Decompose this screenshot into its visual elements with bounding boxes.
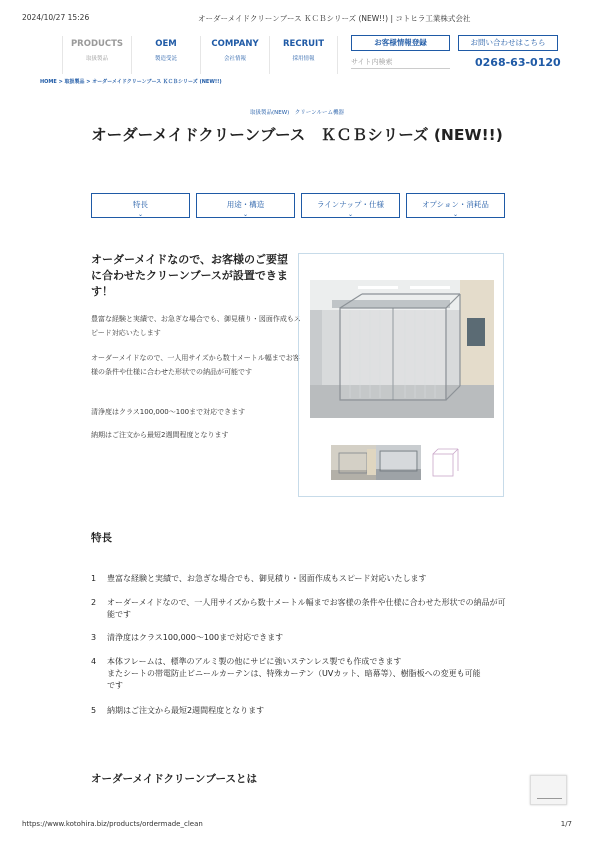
- print-page-number: 1/7: [560, 820, 572, 828]
- feature-number: 2: [91, 598, 97, 607]
- feature-number: 1: [91, 574, 97, 583]
- nav-item-recruit[interactable]: [269, 36, 338, 74]
- nav-item-products[interactable]: [62, 36, 131, 74]
- about-heading: オーダーメイドクリーンブースとは: [91, 773, 258, 785]
- feature-text: 納期はご注文から最短2週間程度となります: [107, 706, 265, 715]
- nav-item-label: COMPANY: [211, 39, 259, 49]
- print-page-title: オーダーメイドクリーンブース ＫＣＢシリーズ (NEW!!) | コトヒラ工業株式会社: [198, 14, 471, 23]
- chevron-down-icon: ⌄: [137, 211, 144, 218]
- recaptcha-badge[interactable]: [530, 775, 567, 805]
- nav-item-sublabel: 取扱製品: [85, 56, 108, 62]
- customer-register-button[interactable]: お客様情報登録: [351, 35, 450, 51]
- chevron-down-icon: ⌄: [452, 211, 459, 218]
- intro-heading: オーダーメイドなので、お客様のご要望に合わせたクリーンブースが設置できます！: [91, 253, 289, 298]
- contact-button[interactable]: お問い合わせはこちら: [458, 35, 558, 51]
- feature-number: 4: [91, 657, 97, 666]
- clean-booth-photo: [310, 280, 494, 418]
- product-main-photo[interactable]: [310, 280, 494, 418]
- nav-item-label: OEM: [155, 39, 177, 49]
- feature-item: [91, 597, 511, 621]
- phone-number[interactable]: 0268-63-0120: [475, 56, 561, 69]
- thumbnail-image: [421, 445, 466, 480]
- tab-lineup-spec[interactable]: [301, 193, 400, 218]
- nav-item-sublabel: 製造受託: [154, 56, 177, 62]
- feature-item: [91, 656, 511, 692]
- feature-item: [91, 705, 511, 717]
- chevron-down-icon: ⌄: [242, 211, 249, 218]
- feature-item: [91, 573, 511, 585]
- global-nav: [62, 36, 338, 74]
- tab-label: ラインナップ・仕様: [316, 200, 385, 209]
- thumbnail-2[interactable]: [376, 445, 421, 480]
- nav-item-sublabel: 会社情報: [223, 56, 246, 62]
- tab-features[interactable]: [91, 193, 190, 218]
- product-category[interactable]: 取扱製品(NEW) クリーンルーム機器: [249, 110, 345, 116]
- print-footer: [22, 820, 572, 832]
- section-tabs: [91, 193, 505, 218]
- print-url: https://www.kotohira.biz/products/ordermade_clean: [22, 820, 203, 828]
- thumbnail-1[interactable]: [331, 445, 376, 480]
- chevron-down-icon: ⌄: [347, 211, 354, 218]
- product-gallery: [298, 253, 504, 497]
- print-datetime: 2024/10/27 15:26: [22, 13, 90, 22]
- product-thumbnails: [331, 445, 466, 480]
- intro-paragraph: オーダーメイドなので、一人用サイズから数十メートル幅までお客様の条件や仕様に合わせた形状での納品が可能です: [91, 354, 300, 376]
- feature-text: 豊富な経験と実績で、お急ぎな場合でも、御見積り・図面作成もスピード対応いたします: [107, 574, 427, 583]
- tab-usage-structure[interactable]: [196, 193, 295, 218]
- tab-label: オプション・消耗品: [422, 200, 489, 209]
- feature-item: [91, 632, 511, 644]
- breadcrumb[interactable]: HOME > 取扱製品 > オーダーメイドクリーンブース ＫＣＢシリーズ (NEW!!): [40, 79, 222, 85]
- feature-text: オーダーメイドなので、一人用サイズから数十メートル幅までお客様の条件や仕様に合わせた形状での納品が可能です: [107, 598, 506, 619]
- thumbnail-image: [331, 445, 376, 480]
- intro-paragraph: 清浄度はクラス100,000～100まで対応できます: [91, 408, 246, 416]
- feature-number: 3: [91, 633, 97, 642]
- nav-item-sublabel: 採用情報: [292, 56, 315, 62]
- recaptcha-line: [537, 798, 562, 799]
- tab-label: 特長: [133, 200, 148, 209]
- thumbnail-image: [376, 445, 421, 480]
- feature-text: 清浄度はクラス100,000～100まで対応できます: [107, 633, 284, 642]
- tab-options-consumables[interactable]: [406, 193, 505, 218]
- nav-item-company[interactable]: [200, 36, 269, 74]
- tab-label: 用途・構造: [226, 200, 265, 209]
- nav-item-label: PRODUCTS: [70, 39, 124, 49]
- intro-paragraph: 豊富な経験と実績で、お急ぎな場合でも、御見積り・図面作成もスピード対応いたします: [91, 315, 301, 337]
- nav-item-oem[interactable]: [131, 36, 200, 74]
- thumbnail-3[interactable]: [421, 445, 466, 480]
- page-title: オーダーメイドクリーンブース ＫＣＢシリーズ (NEW!!): [91, 126, 503, 144]
- intro-paragraph: 納期はご注文から最短2週間程度となります: [91, 431, 229, 439]
- feature-text: 本体フレームは、標準のアルミ製の他にサビに強いステンレス製でも作成できます またシートの帯電防止ビニールカーテンは、特殊カーテン（UVカット、暗幕等）、樹脂板への変更も可能です: [107, 657, 481, 690]
- features-heading: 特長: [91, 532, 112, 544]
- print-header: [22, 13, 572, 25]
- nav-item-label: RECRUIT: [283, 39, 324, 49]
- feature-number: 5: [91, 706, 97, 715]
- site-search-input[interactable]: [351, 56, 450, 69]
